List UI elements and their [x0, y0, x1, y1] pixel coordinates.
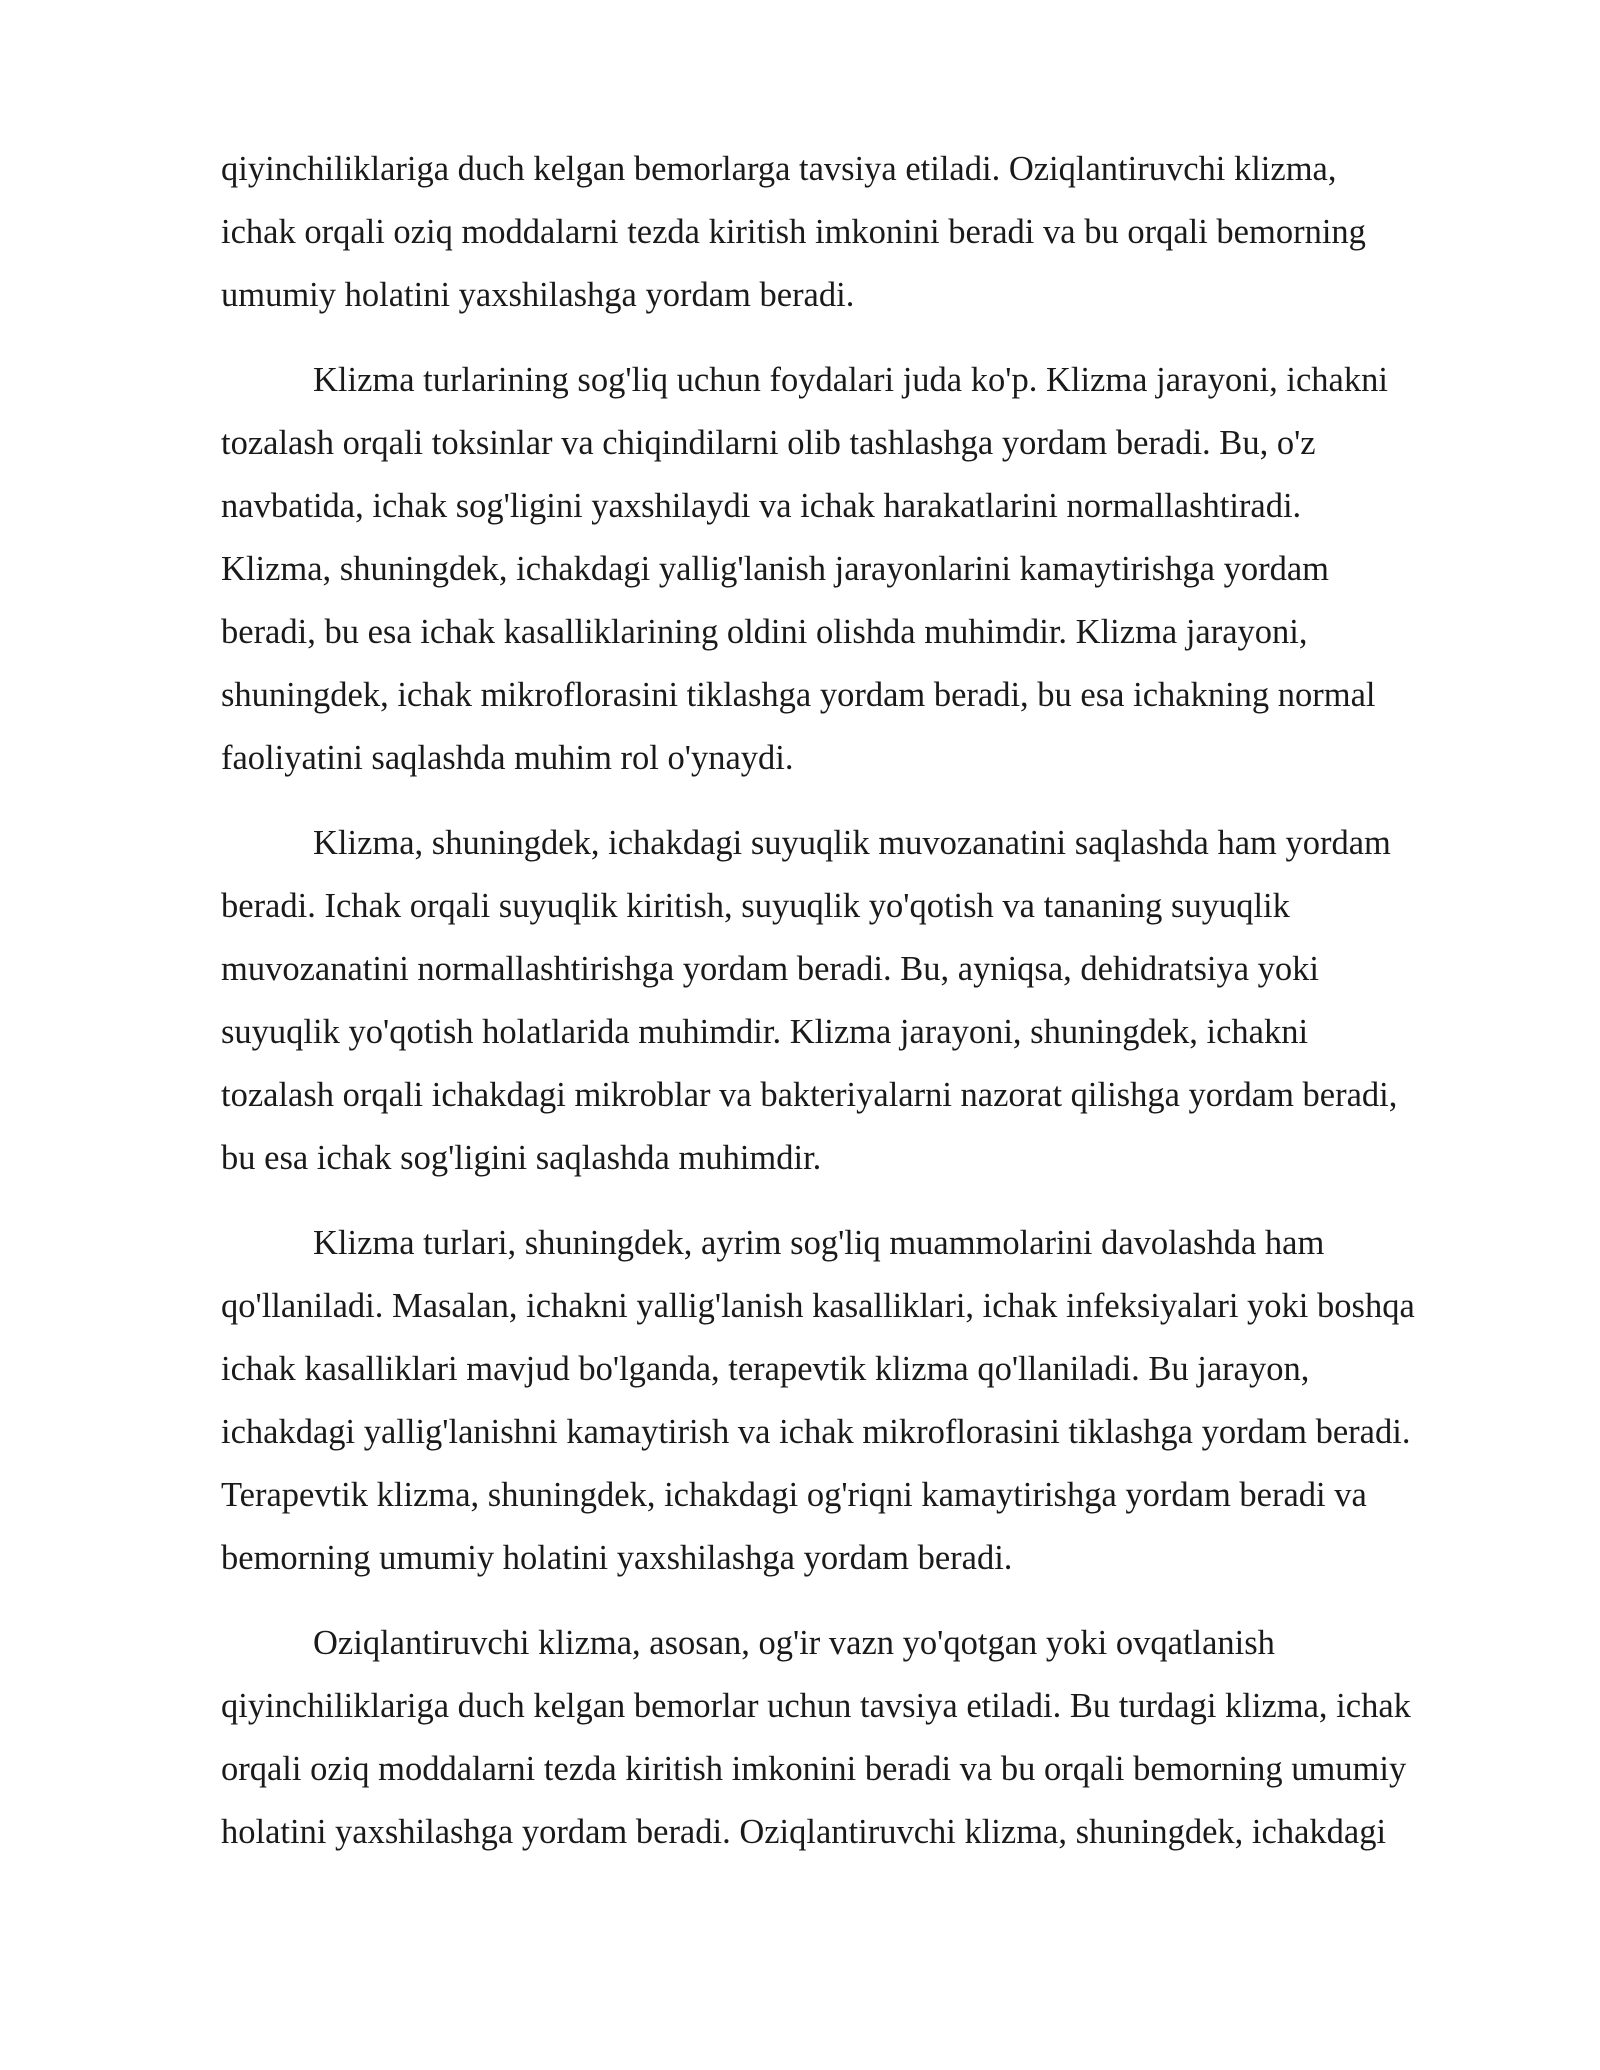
paragraph-3 [221, 812, 1486, 1190]
text-line: qiyinchiliklariga duch kelgan bemorlar uchun tavsiya etiladi. Bu turdagi klizma, ichak [221, 1687, 1411, 1725]
text-line: qo'llaniladi. Masalan, ichakni yallig'lanish kasalliklari, ichak infeksiyalari yoki boshqa [221, 1287, 1415, 1325]
text-line: bemorning umumiy holatini yaxshilashga yordam beradi. [221, 1539, 1013, 1577]
text-line: suyuqlik yo'qotish holatlarida muhimdir. Klizma jarayoni, shuningdek, ichakni [221, 1013, 1309, 1051]
text-line: tozalash orqali toksinlar va chiqindilarni olib tashlashga yordam beradi. Bu, o'z [221, 424, 1316, 462]
text-line: beradi, bu esa ichak kasalliklarining oldini olishda muhimdir. Klizma jarayoni, [221, 613, 1308, 651]
text-line: ichakdagi yallig'lanishni kamaytirish va ichak mikroflorasini tiklashga yordam beradi. [221, 1413, 1411, 1451]
text-line: beradi. Ichak orqali suyuqlik kiritish, suyuqlik yo'qotish va tananing suyuqlik [221, 887, 1290, 925]
text-line: holatini yaxshilashga yordam beradi. Oziqlantiruvchi klizma, shuningdek, ichakdagi [221, 1813, 1387, 1851]
text-line: Terapevtik klizma, shuningdek, ichakdagi og'riqni kamaytirishga yordam beradi va [221, 1476, 1367, 1514]
paragraph-2 [221, 349, 1486, 790]
text-line: orqali oziq moddalarni tezda kiritish imkonini beradi va bu orqali bemorning umumiy [221, 1750, 1407, 1788]
text-line: Klizma turlarining sog'liq uchun foydalari juda ko'p. Klizma jarayoni, ichakni [313, 361, 1388, 399]
document-body [221, 138, 1486, 1886]
paragraph-1 [221, 138, 1486, 327]
text-line: ichak kasalliklari mavjud bo'lganda, terapevtik klizma qo'llaniladi. Bu jarayon, [221, 1350, 1310, 1388]
text-line: muvozanatini normallashtirishga yordam beradi. Bu, ayniqsa, dehidratsiya yoki [221, 950, 1319, 988]
text-line: faoliyatini saqlashda muhim rol o'ynaydi. [221, 739, 794, 777]
paragraph-4 [221, 1212, 1486, 1590]
text-line: Klizma, shuningdek, ichakdagi suyuqlik muvozanatini saqlashda ham yordam [313, 824, 1391, 862]
text-line: bu esa ichak sog'ligini saqlashda muhimdir. [221, 1139, 822, 1177]
text-line: navbatida, ichak sog'ligini yaxshilaydi va ichak harakatlarini normallashtiradi. [221, 487, 1302, 525]
text-line: umumiy holatini yaxshilashga yordam beradi. [221, 276, 855, 314]
paragraph-5 [221, 1612, 1486, 1864]
text-line: Klizma, shuningdek, ichakdagi yallig'lanish jarayonlarini kamaytirishga yordam [221, 550, 1330, 588]
text-line: ichak orqali oziq moddalarni tezda kiritish imkonini beradi va bu orqali bemorning [221, 213, 1366, 251]
text-line: tozalash orqali ichakdagi mikroblar va bakteriyalarni nazorat qilishga yordam beradi, [221, 1076, 1398, 1114]
text-line: Oziqlantiruvchi klizma, asosan, og'ir vazn yo'qotgan yoki ovqatlanish [313, 1624, 1275, 1662]
text-line: qiyinchiliklariga duch kelgan bemorlarga tavsiya etiladi. Oziqlantiruvchi klizma, [221, 150, 1337, 188]
text-line: Klizma turlari, shuningdek, ayrim sog'liq muammolarini davolashda ham [313, 1224, 1325, 1262]
text-line: shuningdek, ichak mikroflorasini tiklashga yordam beradi, bu esa ichakning normal [221, 676, 1376, 714]
